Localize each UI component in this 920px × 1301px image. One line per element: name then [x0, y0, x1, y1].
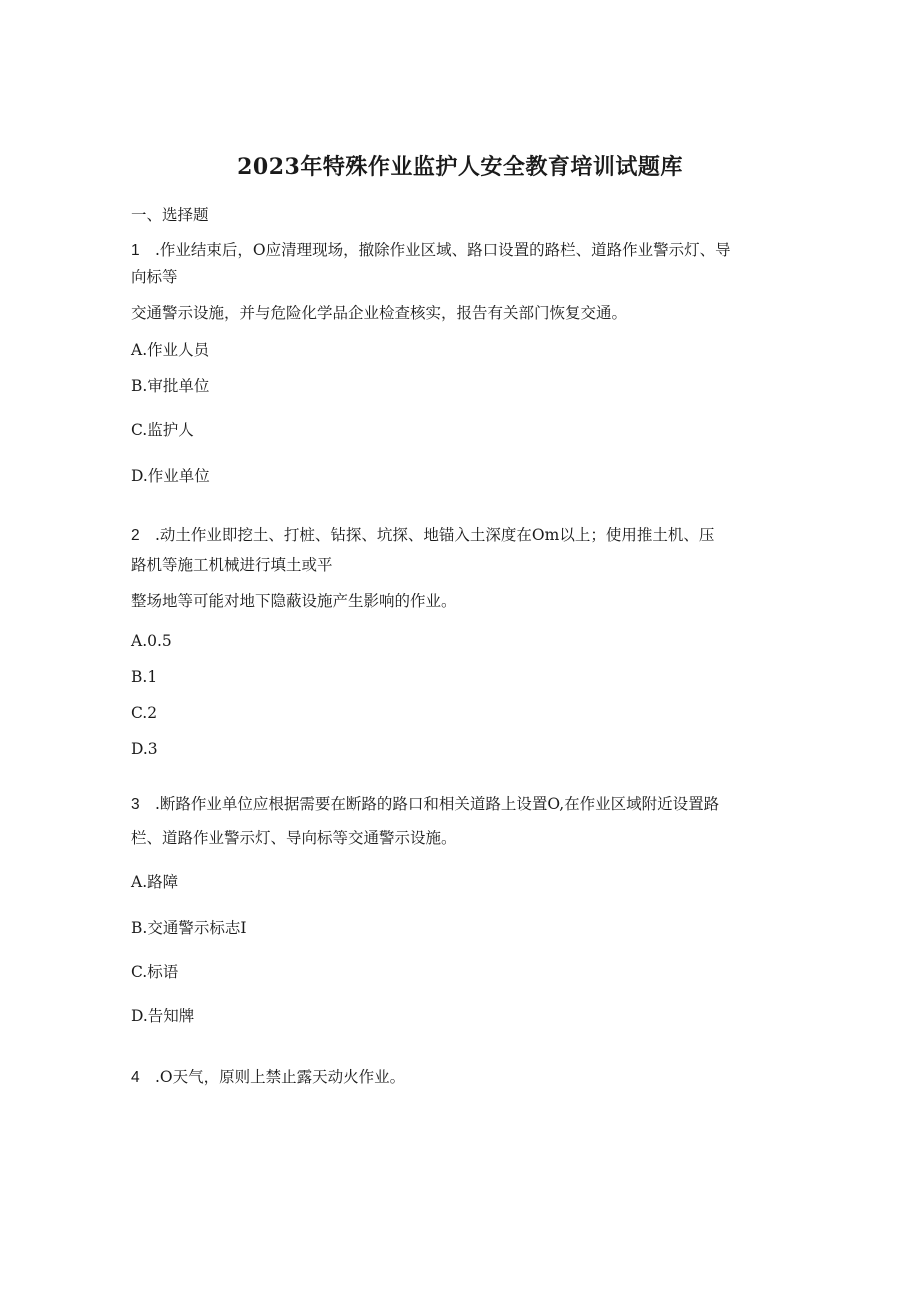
question-4-line-1: [131, 1067, 791, 1088]
question-1-option-b: B.审批单位: [131, 377, 210, 395]
question-2-line-1: [131, 525, 791, 546]
question-1-option-d: D.作业单位: [131, 467, 210, 485]
question-1-option-c: C.监护人: [131, 421, 194, 439]
question-1-line-1: 1 .作业结束后，O应清理现场，撤除作业区域、路口设置的路栏、道路作业警示灯、导: [131, 241, 731, 259]
question-2-line-2: 路机等施工机械进行填土或平: [131, 556, 333, 574]
question-3-option-b: B.交通警示标志I: [131, 919, 247, 937]
question-2-number: 2: [131, 527, 140, 544]
question-2-line-3: 整场地等可能对地下隐蔽设施产生影响的作业。: [131, 592, 457, 610]
question-3-option-d: D.告知牌: [131, 1007, 195, 1025]
question-3-number: 3: [131, 796, 140, 813]
question-2-option-c: C.2: [131, 704, 158, 722]
question-2-option-b: B.1: [131, 668, 158, 686]
question-1-line-2: 向标等: [131, 268, 178, 286]
question-4-text-1: .O天气，原则上禁止露天动火作业。: [155, 1068, 406, 1086]
question-3-option-a: A.路障: [131, 873, 179, 891]
question-1-number: 1: [131, 242, 140, 259]
question-3-option-c: C.标语: [131, 963, 179, 981]
question-3-line-1: [131, 794, 791, 815]
question-3-text-1: .断路作业单位应根据需要在断路的路口和相关道路上设置O,在作业区域附近设置路: [155, 795, 720, 813]
question-2-option-a: A.0.5: [131, 632, 172, 650]
section-heading: 一、选择题: [131, 206, 209, 224]
document-title: 2023年特殊作业监护人安全教育培训试题库: [237, 154, 683, 180]
question-4-number: 4: [131, 1069, 140, 1086]
question-1-line-3: 交通警示设施，并与危险化学品企业检查核实，报告有关部门恢复交通。: [131, 304, 628, 322]
question-2-text-1: .动土作业即挖土、打桩、钻探、坑探、地锚入土深度在Om以上；使用推土机、压: [155, 526, 715, 544]
question-2-option-d: D.3: [131, 740, 158, 758]
question-1-option-a: A.作业人员: [131, 341, 210, 359]
question-3-line-2: 栏、道路作业警示灯、导向标等交通警示设施。: [131, 829, 457, 847]
